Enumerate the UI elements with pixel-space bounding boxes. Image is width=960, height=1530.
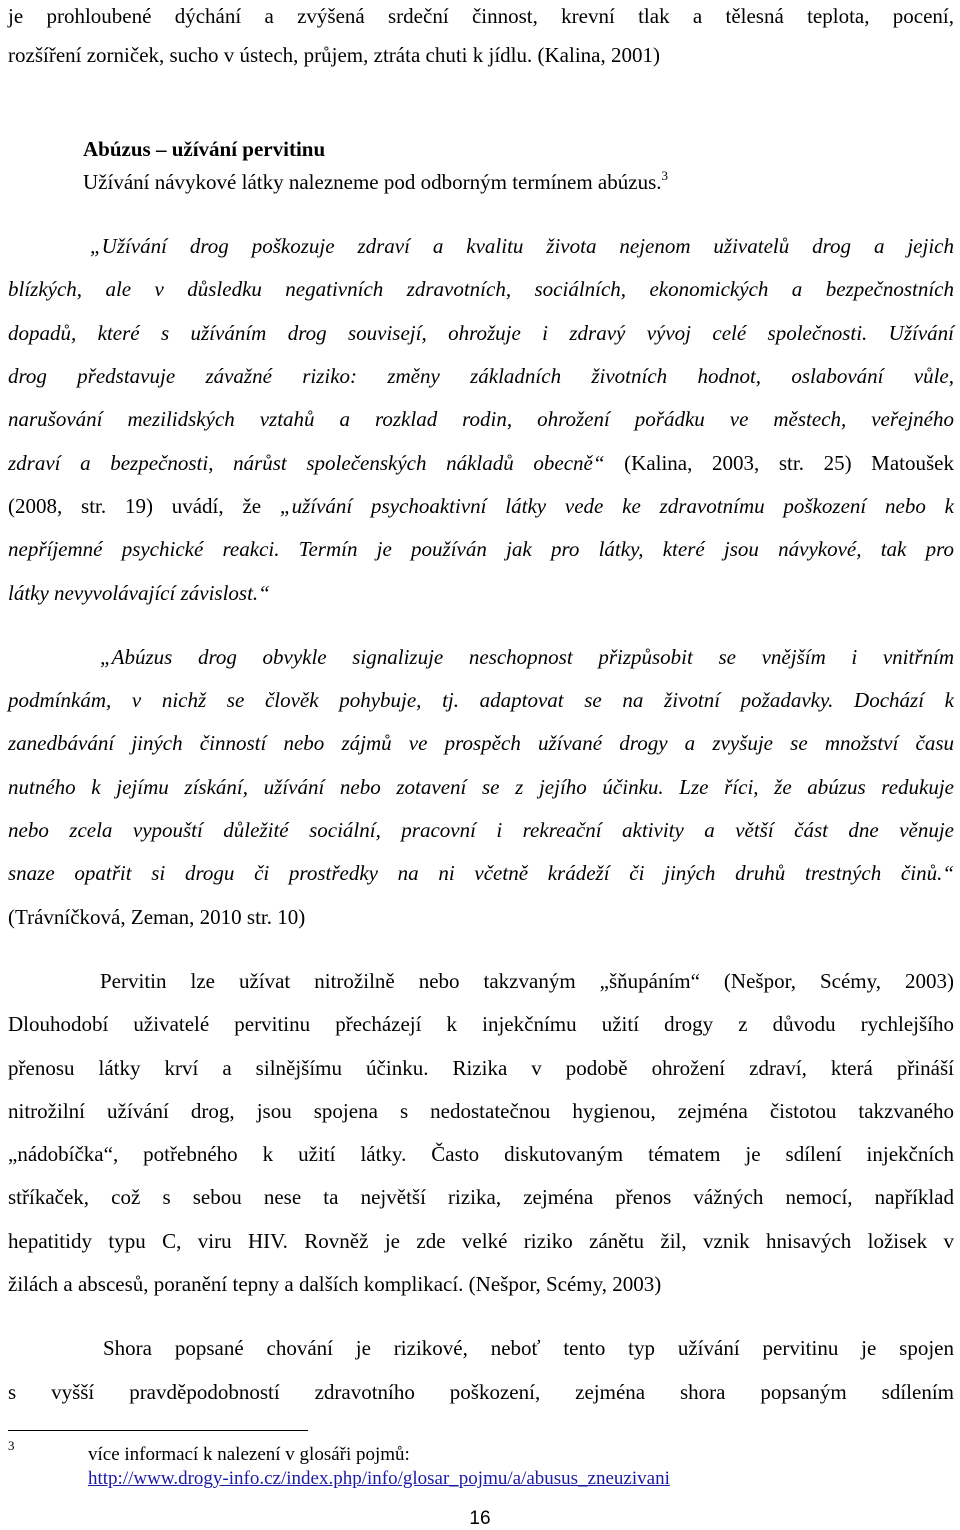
footnote-text: více informací k nalezení v glosáři pojmů:	[88, 1444, 410, 1465]
body-text-line: Pervitin lze užívat nitrožilně nebo takzvaným „šňupáním“ (Nešpor, Scémy, 2003)	[100, 969, 954, 993]
body-text-line: žilách a abscesů, poranění tepny a dalších komplikací. (Nešpor, Scémy, 2003)	[8, 1272, 662, 1296]
body-text-line: hepatitidy typu C, viru HIV. Rovněž je zde velké riziko zánětu žil, vznik hnisavých ložisek v	[8, 1229, 954, 1253]
footnote-separator	[8, 1430, 308, 1431]
body-text-line	[83, 169, 668, 195]
quote-line: podmínkám, v nichž se člověk pohybuje, tj. adaptovat se na životní požadavky. Dochází k	[8, 688, 954, 712]
page-number: 16	[469, 1508, 491, 1529]
quote-line: nepříjemné psychické reakci. Termín je používán jak pro látky, které jsou návykové, tak pro	[8, 537, 954, 561]
quote-line: „Užívání drog poškozuje zdraví a kvalitu života nejenom uživatelů drog a jejich	[90, 234, 954, 258]
body-text-line: nitrožilní užívání drog, jsou spojena s nedostatečnou hygienou, zejména čistotou takzvaného	[8, 1099, 954, 1123]
quote-line: dopadů, které s užíváním drog souvisejí, ohrožuje i zdravý vývoj celé společnosti. Užívání	[8, 321, 954, 345]
footnote-link[interactable]: http://www.drogy-info.cz/index.php/info/glosar_pojmu/a/abusus_zneuzivani	[88, 1468, 670, 1489]
footnote-reference: 3	[661, 168, 668, 183]
body-text-line: Shora popsané chování je rizikové, neboť tento typ užívání pervitinu je spojen	[103, 1336, 954, 1360]
quote-line: zanedbávání jiných činností nebo zájmů ve prospěch užívané drogy a zvyšuje se množství času	[8, 731, 954, 755]
body-text-line: přenosu látky krví a silnějšímu účinku. Rizika v podobě ohrožení zdraví, která přináší	[8, 1056, 954, 1080]
body-text-line: s vyšší pravděpodobností zdravotního poškození, zejména shora popsaným sdílením	[8, 1380, 954, 1404]
body-text-line: rozšíření zorniček, sucho v ústech, průjem, ztráta chuti k jídlu. (Kalina, 2001)	[8, 43, 660, 67]
quote-line: látky nevyvolávající závislost.“	[8, 581, 270, 605]
quote-line: „Abúzus drog obvykle signalizuje neschopnost přizpůsobit se vnějším i vnitřním	[100, 645, 954, 669]
body-text: Užívání návykové látky nalezneme pod odborným termínem abúzus.	[83, 170, 662, 194]
quote-line: blízkých, ale v důsledku negativních zdravotních, sociálních, ekonomických a bezpečnostních	[8, 277, 954, 301]
quote-line: drog představuje závažné riziko: změny základních životních hodnot, oslabování vůle,	[8, 364, 954, 388]
citation-line: (Trávníčková, Zeman, 2010 str. 10)	[8, 905, 306, 929]
body-text-line: stříkaček, což s sebou nese ta největší rizika, zejména přenos vážných nemocí, například	[8, 1185, 954, 1209]
footnote-number: 3	[8, 1438, 15, 1453]
quote-line: snaze opatřit si drogu či prostředky na ni včetně krádeží či jiných druhů trestných činů.“	[8, 861, 954, 885]
body-text-line: Dlouhodobí uživatelé pervitinu přecházejí k injekčnímu užití drogy z důvodu rychlejšího	[8, 1012, 954, 1036]
quote-line: nutného k jejímu získání, užívání nebo zotavení se z jejího účinku. Lze říci, že abúzus redukuje	[8, 775, 954, 799]
footnote-link-line	[88, 1468, 670, 1490]
quote-line: nebo zcela vypouští důležité sociální, pracovní i rekreační aktivity a větší část dne věnuje	[8, 818, 954, 842]
section-heading: Abúzus – užívání pervitinu	[83, 137, 326, 161]
body-text-line: je prohloubené dýchání a zvýšená srdeční činnost, krevní tlak a tělesná teplota, pocení,	[8, 4, 954, 28]
quote-line: narušování mezilidských vztahů a rozklad rodin, ohrožení pořádku ve městech, veřejného	[8, 407, 954, 431]
body-text-line: „nádobíčka“, potřebného k užití látky. Často diskutovaným tématem je sdílení injekčních	[8, 1142, 954, 1166]
quote-line: (2008, str. 19) uvádí, že „užívání psychoaktivní látky vede ke zdravotnímu poškození nebo k	[8, 494, 954, 518]
quote-line: zdraví a bezpečnosti, nárůst společenských nákladů obecně“ (Kalina, 2003, str. 25) Matoušek	[8, 451, 955, 475]
